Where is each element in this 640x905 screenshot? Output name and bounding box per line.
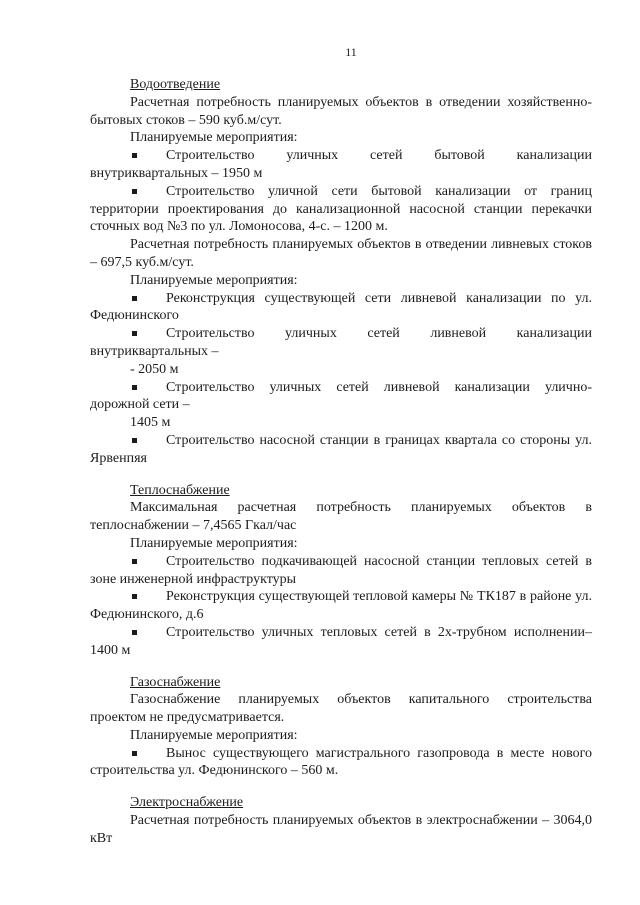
section-water-disposal (90, 76, 592, 468)
section-heat-supply (90, 482, 592, 660)
paragraph: Газоснабжение планируемых объектов капитального строительства проектом не предусматривается. (90, 692, 592, 726)
paragraph: Расчетная потребность планируемых объектов в отведении хозяйственно-бытовых стоков – 590 куб.м/сут. (90, 94, 592, 128)
measures-label: Планируемые мероприятия: (130, 130, 298, 146)
list-item-continuation: внутриквартальных – (90, 343, 219, 359)
section-gas-supply (90, 674, 592, 781)
bullet-marker (132, 751, 137, 756)
paragraph: Расчетная потребность планируемых объектов в отведении ливневых стоков – 697,5 куб.м/сут. (90, 237, 592, 270)
list-item: Вынос существующего магистрального газопровода в месте нового строительства ул. Федюнинского – 560 м. (90, 745, 592, 779)
bullet-marker (132, 153, 137, 158)
list-item: Строительство уличных тепловых сетей в 2х-трубном исполнении– 1400 м (90, 624, 592, 658)
list-item: Реконструкция существующей сети ливневой канализации по ул. Федюнинского (90, 290, 592, 324)
list-item-value: - 2050 м (130, 361, 179, 377)
list-item: Строительство уличной сети бытовой канализации от границ территории проектирования до канализационной насосной станции перекачки сточных вод №3 по ул. Ломоносова, 4-с. – 1200 м. (90, 183, 592, 235)
section-heading: Водоотведение (130, 77, 221, 92)
section-heading: Электроснабжение (130, 795, 244, 811)
list-item: Строительство уличных сетей бытовой канализации внутриквартальных – 1950 м (90, 148, 592, 181)
page-number: 11 (345, 45, 357, 59)
list-item: Строительство подкачивающей насосной станции тепловых сетей в зоне инженерной инфраструктуры (90, 553, 592, 587)
section-power-supply (90, 794, 592, 847)
measures-label: Планируемые мероприятия: (130, 272, 298, 288)
bullet-marker (132, 331, 137, 336)
list-item: Строительство насосной станции в границах квартала со стороны ул. Ярвенпяя (90, 432, 592, 466)
paragraph: Расчетная потребность планируемых объектов в электроснабжении – 3064,0 кВт (90, 813, 592, 846)
list-item-value: 1405 м (130, 415, 171, 431)
bullet-marker (132, 630, 137, 635)
list-item: Реконструкция существующей тепловой камеры № ТК187 в районе ул. Федюнинского, д.6 (90, 589, 592, 623)
bullet-marker (132, 559, 137, 564)
measures-label: Планируемые мероприятия: (130, 535, 298, 551)
bullet-marker (132, 189, 137, 194)
section-heading: Газоснабжение (130, 674, 221, 690)
bullet-marker (132, 296, 137, 301)
bullet-marker (132, 594, 137, 599)
section-heading: Теплоснабжение (130, 482, 230, 498)
bullet-marker (132, 385, 137, 390)
list-item: Строительство уличных сетей ливневой канализации (90, 325, 592, 343)
list-item: Строительство уличных сетей ливневой канализации улично-дорожной сети – (90, 379, 592, 413)
measures-label: Планируемые мероприятия: (130, 727, 298, 743)
bullet-marker (132, 438, 137, 443)
paragraph: Максимальная расчетная потребность планируемых объектов в теплоснабжении – 7,4565 Гкал/час (90, 500, 592, 534)
